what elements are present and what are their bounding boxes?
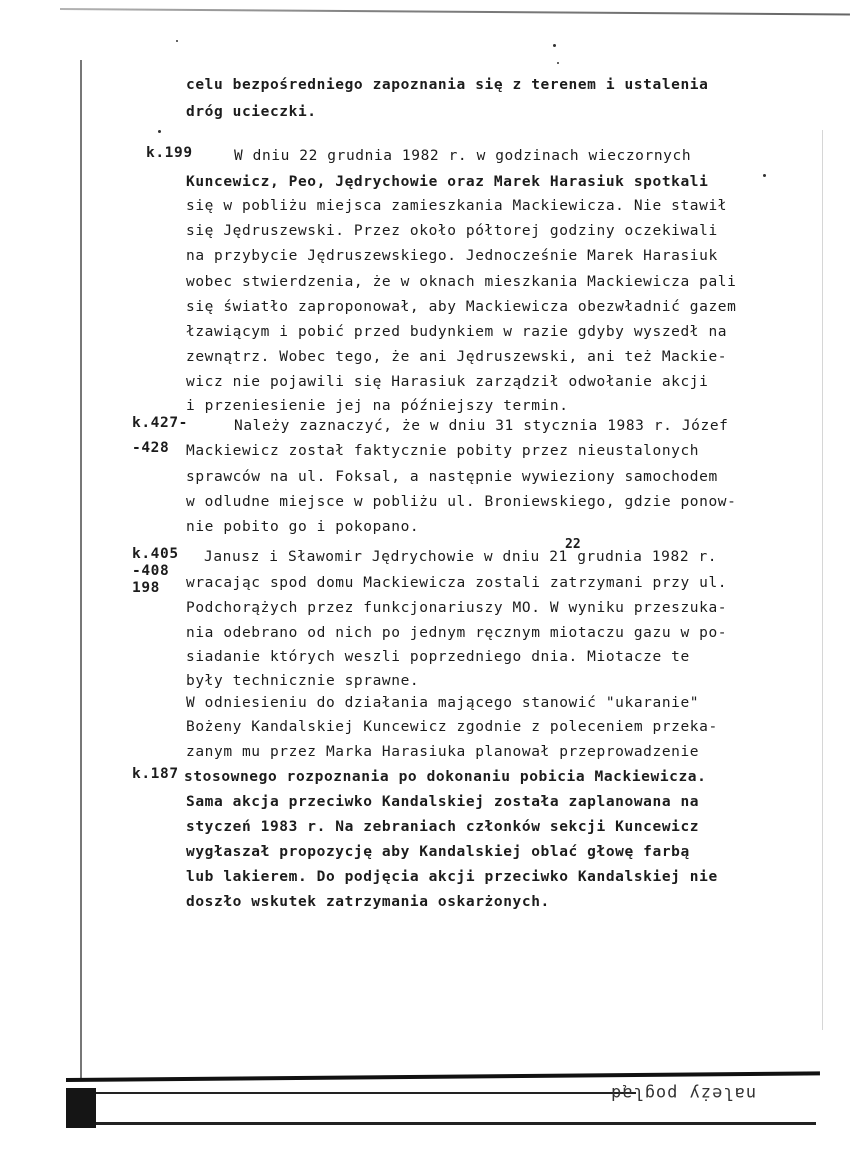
text-line: W dniu 22 grudnia 1982 r. w godzinach wieczornych xyxy=(234,148,692,164)
text-line: Bożeny Kandalskiej Kuncewicz zgodnie z poleceniem przeka- xyxy=(186,719,718,735)
mirrored-footer-text: należy pogląd xyxy=(610,1083,757,1103)
text-line: Podchorążych przez funkcjonariuszy MO. W wyniku przeszuka- xyxy=(186,600,728,616)
text-line: nie pobito go i pokopano. xyxy=(186,519,420,535)
text-line: łzawiącym i pobić przed budynkiem w razie gdyby wyszedł na xyxy=(186,324,728,340)
text-line: doszło wskutek zatrzymania oskarżonych. xyxy=(186,894,550,910)
text-line: stosownego rozpoznania po dokonaniu pobicia Mackiewicza. xyxy=(184,769,707,785)
ref-k427: k.427- xyxy=(132,415,188,431)
ref-428: -428 xyxy=(132,440,170,456)
text-line: siadanie których weszli poprzedniego dnia. Miotacze te xyxy=(186,649,690,665)
speck xyxy=(158,130,161,133)
text-line: dróg ucieczki. xyxy=(186,104,317,120)
date-correction: 22 xyxy=(565,537,581,552)
text-line: zewnątrz. Wobec tego, że ani Jędruszewski, ani też Mackie- xyxy=(186,349,728,365)
ref-408: -408 xyxy=(132,563,170,579)
text-line: i przeniesienie jej na późniejszy termin. xyxy=(186,398,569,414)
text-line: W odniesieniu do działania mającego stanowić "ukaranie" xyxy=(186,695,700,711)
ref-k199: k.199 xyxy=(146,145,193,161)
text-line: lub lakierem. Do podjęcia akcji przeciwko Kandalskiej nie xyxy=(186,869,718,885)
text-line: się światło zaproponował, aby Mackiewicza obezwładnić gazem xyxy=(186,299,737,315)
text-line: wracając spod domu Mackiewicza zostali zatrzymani przy ul. xyxy=(186,575,728,591)
text-line: wicz nie pojawili się Harasiuk zarządził odwołanie akcji xyxy=(186,374,709,390)
scan-edge-left xyxy=(80,60,82,1080)
ref-198: 198 xyxy=(132,580,160,596)
text-line: Sama akcja przeciwko Kandalskiej została zaplanowana na xyxy=(186,794,700,810)
text-line: Należy zaznaczyć, że w dniu 31 stycznia 1983 r. Józef xyxy=(234,418,729,434)
scan-edge-right xyxy=(822,130,823,1030)
text-line: na przybycie Jędruszewskiego. Jednocześnie Marek Harasiuk xyxy=(186,248,718,264)
text-line: Mackiewicz został faktycznie pobity przez nieustalonych xyxy=(186,443,700,459)
text-line: zanym mu przez Marka Harasiuka planował przeprowadzenie xyxy=(186,744,700,760)
text-line: były technicznie sprawne. xyxy=(186,673,420,689)
speck xyxy=(176,40,178,42)
text-line: się w pobliżu miejsca zamieszkania Mackiewicza. Nie stawił xyxy=(186,198,728,214)
text-line: celu bezpośredniego zapoznania się z terenem i ustalenia xyxy=(186,77,709,93)
text-line: wygłaszał propozycję aby Kandalskiej oblać głowę farbą xyxy=(186,844,690,860)
text-line: Janusz i Sławomir Jędrychowie w dniu 21 grudnia 1982 r. xyxy=(204,549,718,565)
scan-edge-top xyxy=(60,8,850,16)
ref-k405: k.405 xyxy=(132,546,179,562)
ref-k187: k.187 xyxy=(132,766,179,782)
text-line: nia odebrano od nich po jednym ręcznym miotaczu gazu w po- xyxy=(186,625,728,641)
speck xyxy=(763,174,766,177)
speck xyxy=(557,62,559,64)
text-line: wobec stwierdzenia, że w oknach mieszkania Mackiewicza pali xyxy=(186,274,737,290)
text-line: się Jędruszewski. Przez około półtorej godziny oczekiwali xyxy=(186,223,718,239)
text-line: w odludne miejsce w pobliżu ul. Broniewskiego, gdzie ponow- xyxy=(186,494,737,510)
text-line: Kuncewicz, Peo, Jędrychowie oraz Marek Harasiuk spotkali xyxy=(186,174,709,190)
speck xyxy=(553,44,556,47)
text-line: sprawców na ul. Foksal, a następnie wywieziony samochodem xyxy=(186,469,718,485)
text-line: styczeń 1983 r. Na zebraniach członków sekcji Kuncewicz xyxy=(186,819,700,835)
